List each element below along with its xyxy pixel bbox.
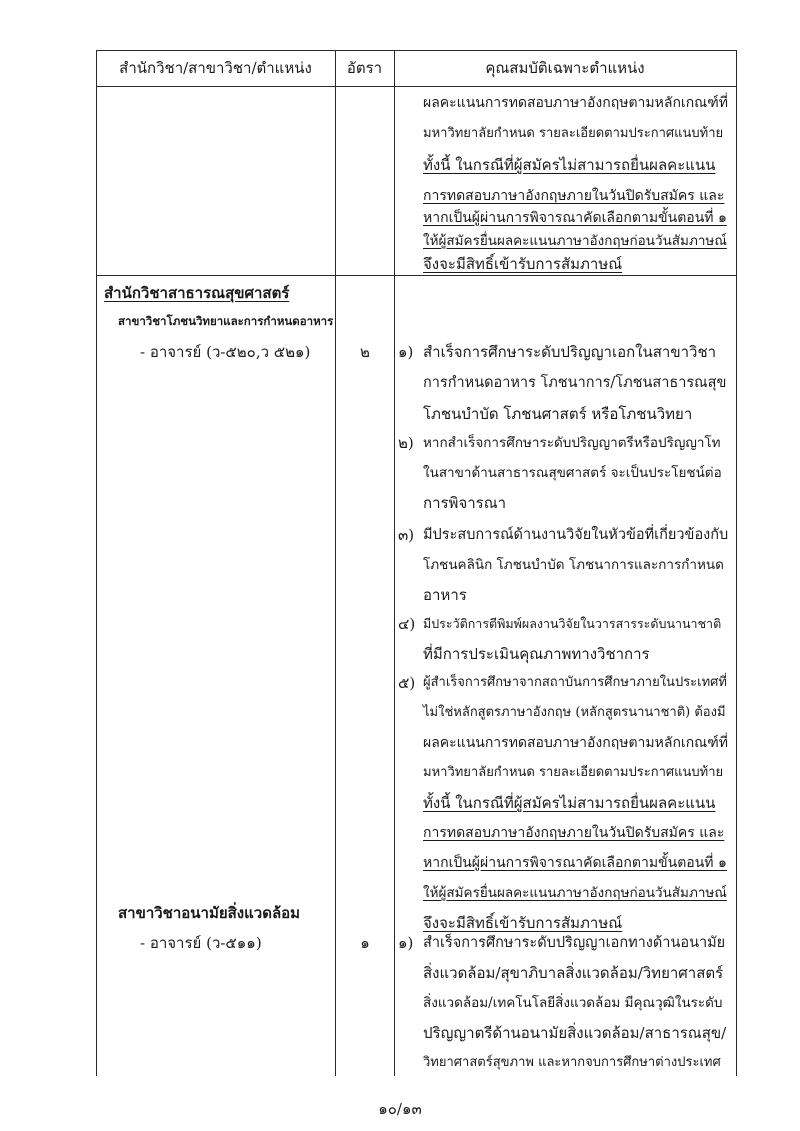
qual-number: ๒) bbox=[398, 434, 414, 452]
qual-line: โภชนคลินิก โภชนบำบัด โภชนาการและการกำหนด bbox=[423, 557, 724, 573]
qual-line: สิ่งแวดล้อม/เทคโนโลยีสิ่งแวดล้อม มีคุณวุฒิในระดับ bbox=[423, 995, 723, 1011]
qual-line: มีประวัติการตีพิมพ์ผลงานวิจัยในวารสารระดับนานาชาติ bbox=[423, 616, 722, 631]
qual-number: ๔) bbox=[398, 615, 416, 633]
rate-nutrition: ๒ bbox=[360, 343, 370, 361]
qual-line: หากเป็นผู้ผ่านการพิจารณาคัดเลือกตามขั้นตอนที่ ๑ bbox=[423, 855, 727, 871]
qual-line: โภชนบำบัด โภชนศาสตร์ หรือโภชนวิทยา bbox=[423, 405, 693, 423]
qual-line: มหาวิทยาลัยกำหนด รายละเอียดตามประกาศแนบท้าย bbox=[423, 765, 724, 780]
position-lecturer-envhealth: - อาจารย์ (ว-๕๑๑) bbox=[140, 934, 262, 952]
qual-line: ผลคะแนนการทดสอบภาษาอังกฤษตามหลักเกณฑ์ที่ bbox=[423, 735, 729, 751]
continuation-line: จึงจะมีสิทธิ์เข้ารับการสัมภาษณ์ bbox=[423, 255, 623, 273]
qual-line: จึงจะมีสิทธิ์เข้ารับการสัมภาษณ์ bbox=[423, 914, 623, 932]
position-lecturer-nutrition: - อาจารย์ (ว-๕๒๐,ว ๕๒๑) bbox=[140, 343, 311, 361]
qual-line: การทดสอบภาษาอังกฤษภายในวันปิดรับสมัคร และ bbox=[423, 825, 725, 841]
table-right-border bbox=[736, 50, 737, 1076]
continuation-line: การทดสอบภาษาอังกฤษภายในวันปิดรับสมัคร และ bbox=[423, 188, 725, 204]
continuation-line: ให้ผู้สมัครยื่นผลคะแนนภาษาอังกฤษก่อนวันสัมภาษณ์ bbox=[423, 233, 727, 249]
qual-line: ให้ผู้สมัครยื่นผลคะแนนภาษาอังกฤษก่อนวันสัมภาษณ์ bbox=[423, 885, 727, 901]
page-number: ๑๐/๑๓ bbox=[378, 1100, 422, 1118]
continuation-line: หากเป็นผู้ผ่านการพิจารณาคัดเลือกตามขั้นตอนที่ ๑ bbox=[423, 210, 727, 226]
qual-line: สิ่งแวดล้อม/สุขาภิบาลสิ่งแวดล้อม/วิทยาศาสตร์ bbox=[423, 964, 724, 982]
qual-line: อาหาร bbox=[423, 586, 467, 604]
table-left-border bbox=[96, 50, 97, 1076]
program-nutrition: สาขาวิชาโภชนวิทยาและการกำหนดอาหาร bbox=[118, 314, 334, 328]
header-qualification: คุณสมบัติเฉพาะตำแหน่ง bbox=[485, 59, 645, 77]
qual-line: ในสาขาด้านสาธารณสุขศาสตร์ จะเป็นประโยชน์ต่อ bbox=[423, 465, 722, 481]
qual-line: ไม่ใช่หลักสูตรภาษาอังกฤษ (หลักสูตรนานาชาติ) ต้องมี bbox=[423, 705, 726, 720]
school-name: สำนักวิชาสาธารณสุขศาสตร์ bbox=[104, 284, 290, 302]
continuation-line: มหาวิทยาลัยกำหนด รายละเอียดตามประกาศแนบท้าย bbox=[423, 126, 724, 141]
header-unit: สำนักวิชา/สาขาวิชา/ตำแหน่ง bbox=[119, 59, 312, 77]
column-divider-1 bbox=[335, 50, 336, 1076]
qual-line: ทั้งนี้ ในกรณีที่ผู้สมัครไม่สามารถยื่นผลคะแนน bbox=[423, 794, 716, 812]
continuation-line: ทั้งนี้ ในกรณีที่ผู้สมัครไม่สามารถยื่นผลคะแนน bbox=[423, 156, 716, 174]
section-divider bbox=[96, 275, 737, 276]
qual-number: ๑) bbox=[398, 934, 414, 952]
header-bottom-border bbox=[96, 86, 737, 87]
column-divider-2 bbox=[394, 50, 395, 1076]
qual-line: การกำหนดอาหาร โภชนาการ/โภชนสาธารณสุข bbox=[423, 375, 727, 391]
qual-line: มีประสบการณ์ด้านงานวิจัยในหัวข้อที่เกี่ยวข้องกับ bbox=[423, 527, 729, 543]
qual-line: การพิจารณา bbox=[423, 494, 507, 512]
qual-line: หากสำเร็จการศึกษาระดับปริญญาตรีหรือปริญญาโท bbox=[423, 435, 721, 451]
qual-line: สำเร็จการศึกษาระดับปริญญาเอกในสาขาวิชา bbox=[423, 343, 717, 361]
rate-envhealth: ๑ bbox=[360, 934, 370, 952]
program-environmental-health: สาขาวิชาอนามัยสิ่งแวดล้อม bbox=[118, 904, 301, 922]
continuation-line: ผลคะแนนการทดสอบภาษาอังกฤษตามหลักเกณฑ์ที่ bbox=[423, 95, 729, 111]
qual-line: ผู้สำเร็จการศึกษาจากสถาบันการศึกษาภายในประเทศที่ bbox=[423, 675, 727, 690]
qual-number: ๑) bbox=[398, 343, 414, 361]
qual-number: ๕) bbox=[398, 674, 416, 692]
qual-line: ปริญญาตรีด้านอนามัยสิ่งแวดล้อม/สาธารณสุข/ bbox=[423, 1024, 727, 1042]
qual-number: ๓) bbox=[398, 526, 415, 544]
qual-line: วิทยาศาสตร์สุขภาพ และหากจบการศึกษาต่างประเทศ bbox=[423, 1055, 721, 1070]
header-rate: อัตรา bbox=[346, 59, 383, 77]
qual-line: สำเร็จการศึกษาระดับปริญญาเอกทางด้านอนามัย bbox=[423, 935, 726, 951]
qual-line: ที่มีการประเมินคุณภาพทางวิชาการ bbox=[423, 645, 650, 663]
